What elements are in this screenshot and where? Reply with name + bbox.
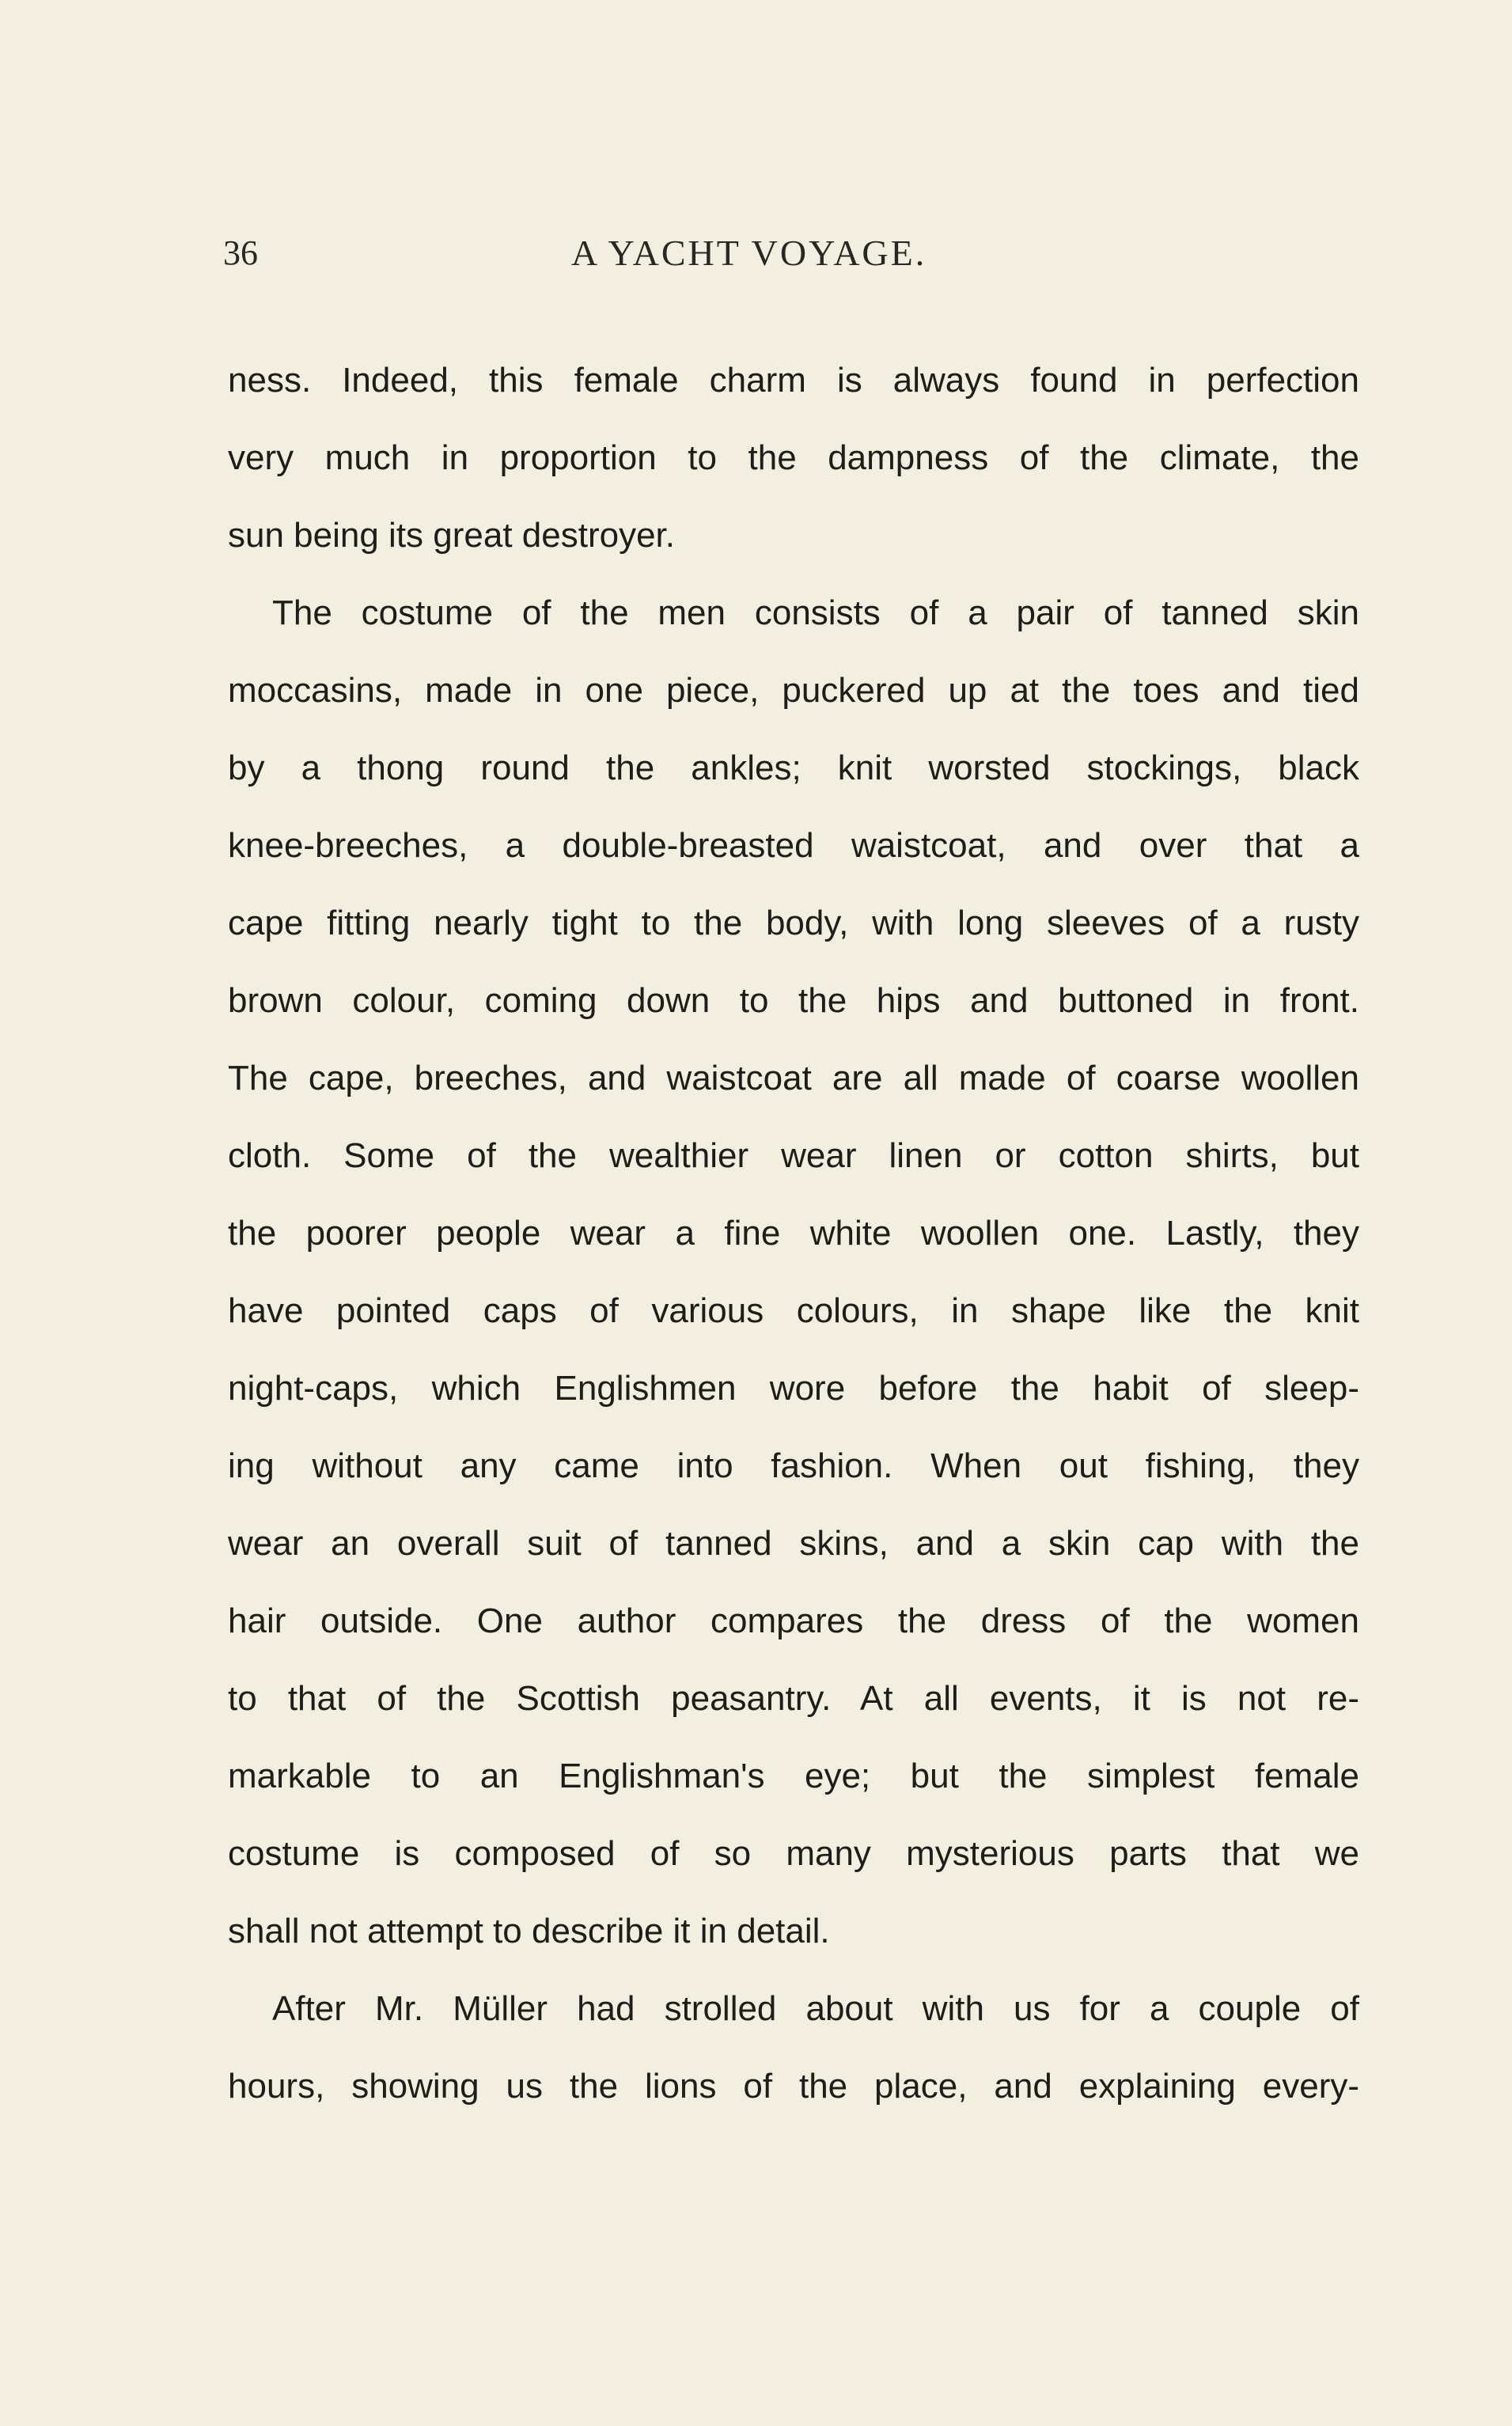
text-line: sun being its great destroyer. — [228, 516, 675, 555]
running-title: A YACHT VOYAGE. — [571, 233, 927, 273]
text-line: hours, showing us the lions of the place, and explaining every- — [228, 2067, 1359, 2106]
text-line: cape fitting nearly tight to the body, with long sleeves of a rusty — [228, 904, 1359, 942]
text-line: hair outside. One author compares the dress of the women — [228, 1602, 1359, 1640]
text-line: cloth. Some of the wealthier wear linen or cotton shirts, but — [228, 1136, 1359, 1175]
text-line: wear an overall suit of tanned skins, and a skin cap with the — [228, 1524, 1359, 1563]
text-line: markable to an Englishman's eye; but the simplest female — [228, 1757, 1359, 1795]
body-text — [228, 342, 1359, 2125]
text-line: brown colour, coming down to the hips and buttoned in front. — [228, 981, 1359, 1020]
text-line: ness. Indeed, this female charm is always found in perfection — [228, 361, 1359, 400]
text-line: moccasins, made in one piece, puckered up at the toes and tied — [228, 671, 1359, 710]
text-line: night-caps, which Englishmen wore before the habit of sleep- — [228, 1369, 1359, 1408]
text-line: very much in proportion to the dampness of the climate, the — [228, 438, 1359, 477]
page-number: 36 — [223, 233, 258, 272]
text-line: The cape, breeches, and waistcoat are all made of coarse woollen — [228, 1059, 1359, 1097]
text-line: After Mr. Müller had strolled about with us for a couple of — [272, 1989, 1359, 2028]
text-line: to that of the Scottish peasantry. At all events, it is not re- — [228, 1679, 1359, 1718]
text-line: the poorer people wear a fine white woollen one. Lastly, they — [228, 1214, 1359, 1253]
text-line: costume is composed of so many mysterious parts that we — [228, 1834, 1359, 1873]
text-line: have pointed caps of various colours, in shape like the knit — [228, 1291, 1359, 1330]
running-head — [223, 222, 1362, 285]
text-line: shall not attempt to describe it in detail. — [228, 1912, 830, 1950]
text-line: knee-breeches, a double-breasted waistcoat, and over that a — [228, 826, 1359, 865]
text-line: by a thong round the ankles; knit worsted stockings, black — [228, 749, 1359, 787]
text-line: ing without any came into fashion. When out fishing, they — [228, 1446, 1359, 1485]
text-line: The costume of the men consists of a pair of tanned skin — [272, 593, 1359, 632]
